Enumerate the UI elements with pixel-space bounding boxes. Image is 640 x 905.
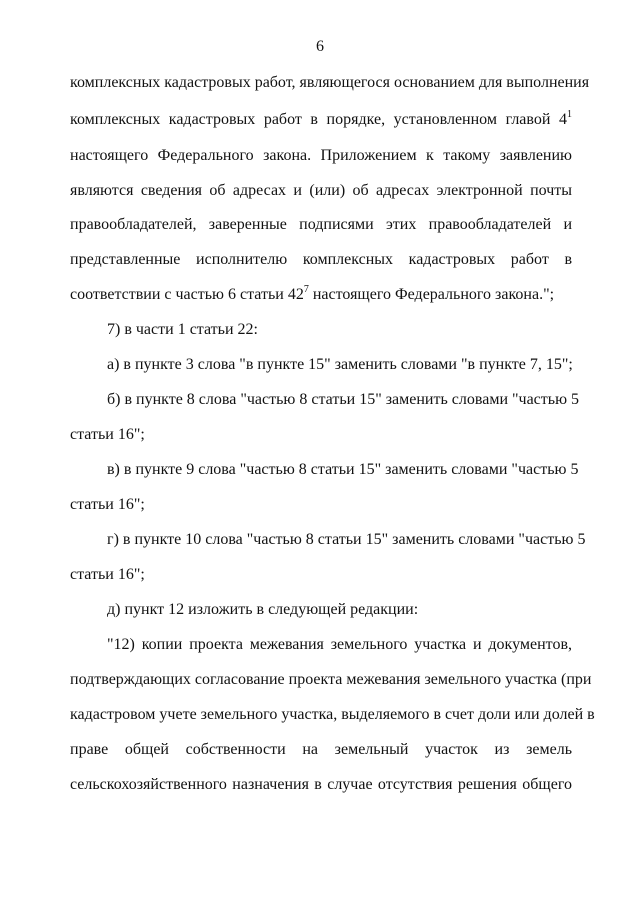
text-line: комплексных кадастровых работ, являющегося основанием для выполнения [70, 74, 590, 91]
subitem-g: г) в пункте 10 слова "частью 8 статьи 15" заменить словами "частью 5 [107, 531, 586, 548]
quote-line: "12) копии проекта межевания земельного участка и документов, [107, 636, 572, 653]
text-line: комплексных кадастровых работ в порядке, установленном главой $4^1$ [70, 109, 572, 128]
quote-line: подтверждающих согласование проекта межевания земельного участка (при [70, 671, 592, 688]
superscript: 7 [303, 284, 309, 295]
text-line: соответствии с частью 6 статьи $42^7$ настоящего Федерального закона."; [70, 284, 555, 303]
page-number: 6 [316, 38, 324, 55]
text-line: настоящего Федерального закона. Приложением к такому заявлению [70, 147, 572, 164]
text-line: правообладателей, заверенные подписями этих правообладателей и [70, 216, 572, 233]
quote-line: сельскохозяйственного назначения в случае отсутствия решения общего [70, 776, 572, 793]
subitem-v: в) в пункте 9 слова "частью 8 статьи 15" заменить словами "частью 5 [107, 461, 579, 478]
subitem-b-cont: статьи 16"; [70, 426, 145, 443]
subitem-d: д) пункт 12 изложить в следующей редакции: [107, 601, 419, 618]
quote-line: кадастровом учете земельного участка, выделяемого в счет доли или долей в [70, 706, 595, 723]
superscript: 1 [567, 109, 572, 120]
quote-line: праве общей собственности на земельный участок из земель [70, 741, 572, 758]
subitem-g-cont: статьи 16"; [70, 566, 145, 583]
text-line: представленные исполнителю комплексных кадастровых работ в [70, 251, 572, 268]
text-line: являются сведения об адресах и (или) об адресах электронной почты [70, 182, 572, 199]
subitem-a: а) в пункте 3 слова "в пункте 15" заменить словами "в пункте 7, 15"; [107, 356, 573, 373]
subitem-b: б) в пункте 8 слова "частью 8 статьи 15" заменить словами "частью 5 [107, 391, 580, 408]
item-7: 7) в части 1 статьи 22: [107, 321, 258, 338]
subitem-v-cont: статьи 16"; [70, 496, 145, 513]
